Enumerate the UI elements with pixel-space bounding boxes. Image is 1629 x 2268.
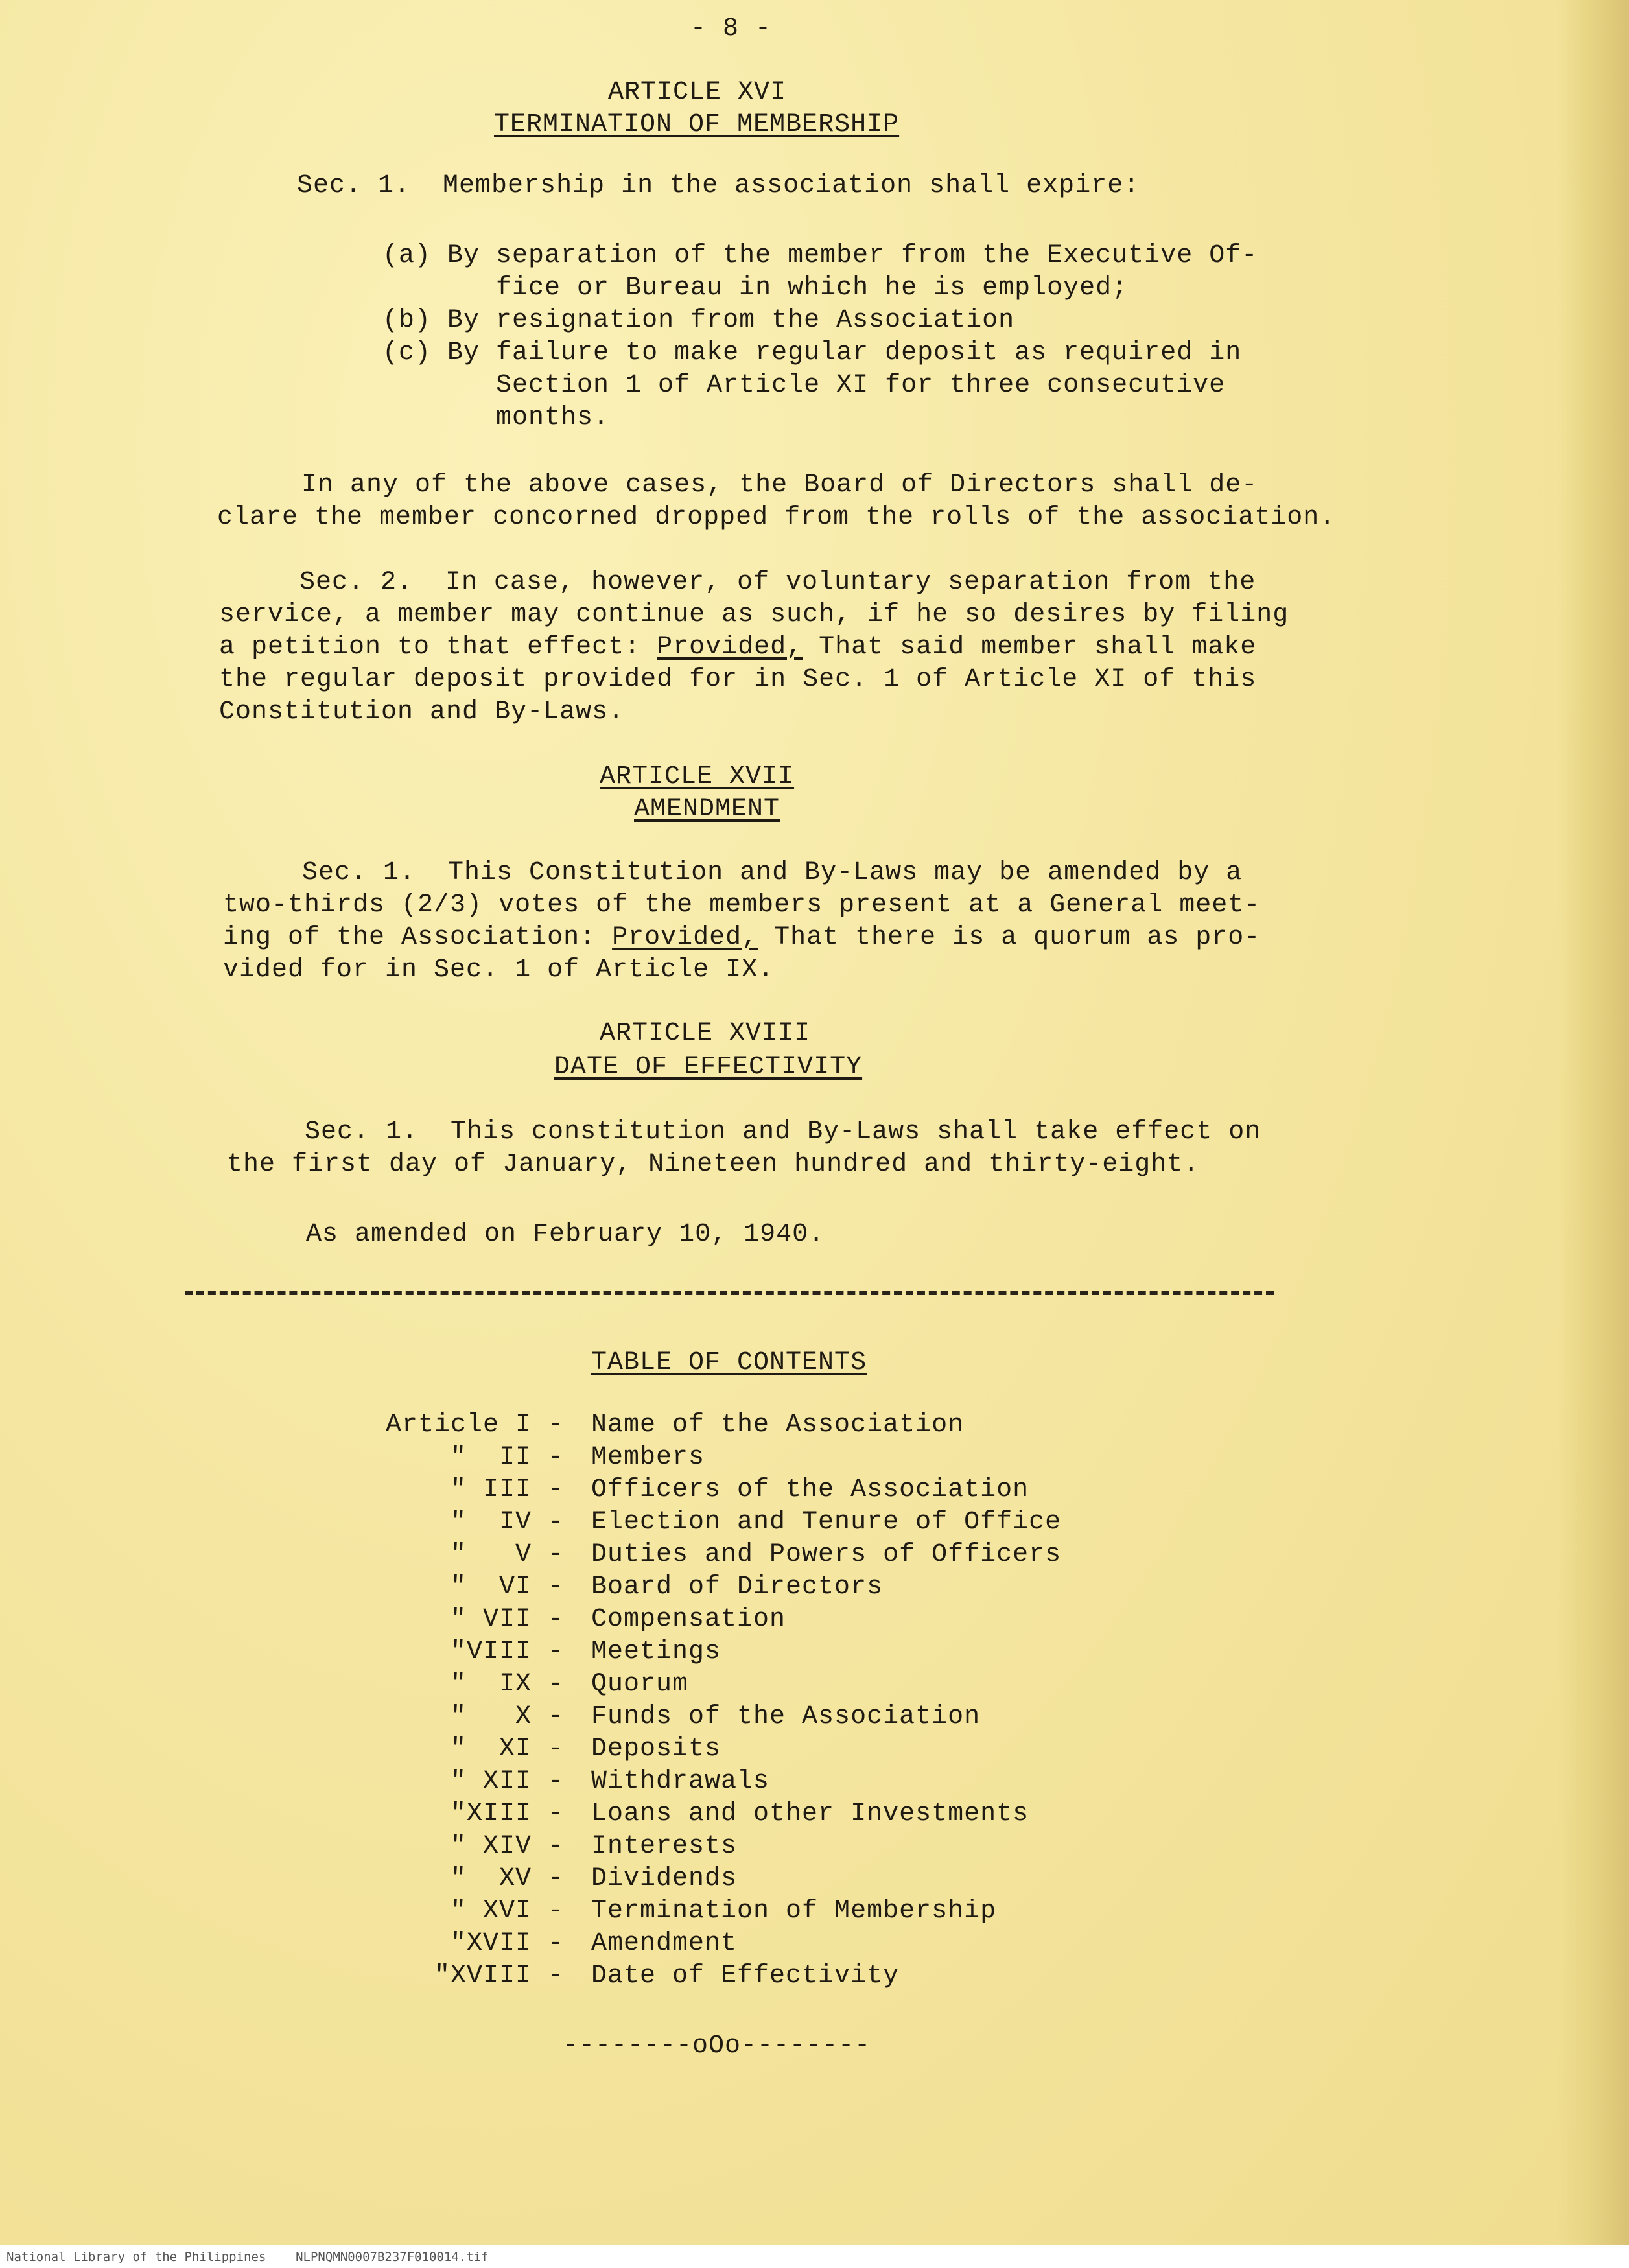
article-16-sec2-1: Sec. 2. In case, however, of voluntary separation from the xyxy=(299,568,1256,597)
toc-entry-title: Dividends xyxy=(591,1864,738,1893)
toc-num: "XVII - xyxy=(450,1929,564,1958)
toc-entry-title: Funds of the Association xyxy=(591,1702,981,1731)
paper-edge xyxy=(1558,0,1629,2268)
toc-entry-title: Withdrawals xyxy=(591,1767,770,1796)
article-17-heading: ARTICLE XVII xyxy=(600,762,795,791)
toc-num: "XVIII - xyxy=(434,1961,564,1991)
toc-num: " VI - xyxy=(450,1572,564,1602)
toc-entry-title: Members xyxy=(591,1443,705,1472)
toc-num: " IV - xyxy=(450,1508,564,1537)
toc-entry-title: Termination of Membership xyxy=(591,1897,997,1926)
toc-entry-title: Date of Effectivity xyxy=(591,1961,900,1991)
sec2-text-c: That said member shall make xyxy=(803,633,1257,662)
page-number: - 8 - xyxy=(690,14,772,43)
article-17-line-1: Sec. 1. This Constitution and By-Laws may be amended by a xyxy=(302,858,1243,887)
article-16-item-c-2: Section 1 of Article XI for three consecutive xyxy=(496,371,1226,400)
article-16-sec2-2: service, a member may continue as such, if he so desires by filing xyxy=(219,600,1289,629)
toc-num: "XIII - xyxy=(450,1799,564,1829)
article-18-subheading: DATE OF EFFECTIVITY xyxy=(554,1053,863,1082)
toc-num: " XI - xyxy=(450,1735,564,1764)
toc-num: " II - xyxy=(450,1443,564,1472)
article-16-item-c-1: (c) By failure to make regular deposit as required in xyxy=(382,338,1242,368)
toc-entry-title: Board of Directors xyxy=(591,1572,884,1602)
toc-num: " VII - xyxy=(450,1605,564,1634)
toc-num: " V - xyxy=(450,1540,564,1569)
toc-num: " XII - xyxy=(450,1767,564,1796)
toc-entry-title: Officers of the Association xyxy=(591,1475,1029,1504)
toc-entry-title: Deposits xyxy=(591,1735,721,1764)
article-16-item-a-2: fice or Bureau in which he is employed; xyxy=(496,274,1129,303)
sec2-text-a: a petition to that effect: xyxy=(219,633,657,662)
toc-entry-title: Compensation xyxy=(591,1605,786,1634)
article-18-line-1: Sec. 1. This constitution and By-Laws shall take effect on xyxy=(305,1117,1261,1147)
dashed-divider xyxy=(185,1291,1274,1295)
article-16-sec1: Sec. 1. Membership in the association shall expire: xyxy=(297,171,1140,200)
article-17-line-2: two-thirds (2/3) votes of the members present at a General meet- xyxy=(223,891,1261,920)
article-18-line-2: the first day of January, Nineteen hundred and thirty-eight. xyxy=(227,1150,1200,1179)
art17-text-c: That there is a quorum as pro- xyxy=(758,923,1261,952)
toc-entry-title: Amendment xyxy=(591,1929,738,1958)
toc-entry-title: Meetings xyxy=(591,1637,721,1666)
article-18-heading: ARTICLE XVIII xyxy=(600,1019,811,1048)
article-16-subheading: TERMINATION OF MEMBERSHIP xyxy=(494,110,900,139)
article-16-sec2-5: Constitution and By-Laws. xyxy=(219,697,625,727)
article-16-heading: ARTICLE XVI xyxy=(608,78,787,107)
toc-title: TABLE OF CONTENTS xyxy=(591,1348,867,1377)
toc-num: " III - xyxy=(450,1475,564,1504)
article-16-para-1: In any of the above cases, the Board of Directors shall de- xyxy=(301,471,1258,500)
toc-entry-title: Name of the Association xyxy=(591,1410,965,1440)
scan-source-label: National Library of the Philippines NLPNQMN0007B237F010014.tif xyxy=(6,2250,489,2264)
art17-text-a: ing of the Association: xyxy=(223,923,613,952)
article-16-item-b: (b) By resignation from the Association xyxy=(382,306,1015,335)
scan-footer-strip xyxy=(0,2245,1629,2268)
provided-underlined: Provided, xyxy=(657,633,803,662)
article-16-para-2: clare the member concorned dropped from the rolls of the association. xyxy=(217,503,1336,532)
article-17-subheading: AMENDMENT xyxy=(634,795,780,824)
toc-num: "VIII - xyxy=(450,1637,564,1666)
toc-end-mark: --------oOo-------- xyxy=(563,2031,871,2061)
toc-num: " XVI - xyxy=(450,1897,564,1926)
toc-num: " XV - xyxy=(450,1864,564,1893)
toc-entry-title: Interests xyxy=(591,1832,738,1861)
article-17-line-4: vided for in Sec. 1 of Article IX. xyxy=(223,955,775,985)
article-16-sec2-3 xyxy=(219,630,1256,665)
article-16-sec2-4: the regular deposit provided for in Sec. 1 of Article XI of this xyxy=(219,665,1257,694)
toc-entry-title: Election and Tenure of Office xyxy=(591,1508,1062,1537)
toc-entry-title: Duties and Powers of Officers xyxy=(591,1540,1062,1569)
toc-num: " IX - xyxy=(450,1670,564,1699)
toc-num: Article I - xyxy=(385,1410,564,1440)
article-16-item-a-1: (a) By separation of the member from the Executive Of- xyxy=(382,241,1258,270)
provided-underlined-2: Provided, xyxy=(612,923,758,952)
amended-date: As amended on February 10, 1940. xyxy=(306,1220,825,1249)
toc-num: " X - xyxy=(450,1702,564,1731)
toc-entry-title: Loans and other Investments xyxy=(591,1799,1029,1829)
article-16-item-c-3: months. xyxy=(496,403,610,432)
toc-entry-title: Quorum xyxy=(591,1670,689,1699)
article-17-line-3 xyxy=(223,920,1260,955)
toc-num: " XIV - xyxy=(450,1832,564,1861)
